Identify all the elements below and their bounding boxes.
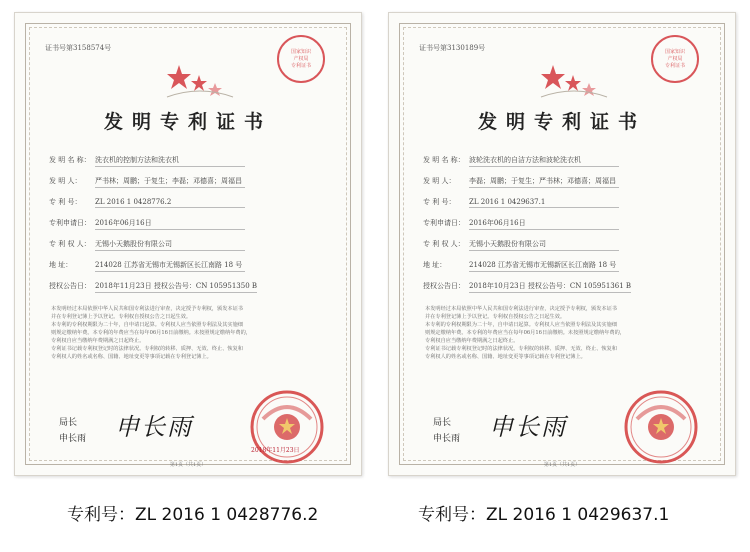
badge-line: 专利证书 xyxy=(664,62,685,69)
body-line: 专利权自应当缴纳年费期满之日起终止。 xyxy=(51,338,145,344)
field-value: 洗衣机的控制方法和洗衣机 xyxy=(95,155,245,167)
field-value: 无锡小天鹅股份有限公司 xyxy=(469,239,619,251)
field-label: 授权公告日： xyxy=(423,282,465,290)
field-patent-number xyxy=(423,197,619,208)
field-value: 2016年06月16日 xyxy=(95,218,245,230)
handwritten-signature: 申长雨 xyxy=(489,413,567,441)
patent-number-caption-left: 专利号：ZL 2016 1 0428776.2 xyxy=(67,505,319,525)
certificate-number: 证书号第3158574号 xyxy=(45,44,112,52)
body-line: 专利权人的姓名或名称、国籍、地址变更等事项记载在专利登记簿上。 xyxy=(51,354,212,360)
patent-certificate-left xyxy=(14,12,362,476)
badge-line: 专利证书 xyxy=(290,62,311,69)
stars-emblem-icon xyxy=(165,61,235,101)
field-label: 发 明 名 称： xyxy=(423,156,465,164)
body-line: 本发明经过本局依照中华人民共和国专利法进行审查，决定授予专利权，颁发本证书 xyxy=(425,306,617,312)
field-invention-name xyxy=(49,155,245,167)
field-value: 2016年06月16日 xyxy=(469,218,619,230)
certificate-title: 发明专利证书 xyxy=(103,111,272,133)
signer-name: 申长雨 xyxy=(433,434,461,444)
certificate-title: 发明专利证书 xyxy=(477,111,646,133)
badge-line: 国家知识 xyxy=(664,48,685,55)
certificate-body-text xyxy=(51,305,325,361)
field-label: 地 址： xyxy=(49,261,73,269)
field-label: 专 利 号： xyxy=(49,198,82,206)
field-address xyxy=(49,260,245,272)
patent-certificate-right xyxy=(388,12,736,476)
field-value: 2018年10月23日 授权公告号：CN 105951361 B xyxy=(469,281,631,293)
badge-line: 产权局 xyxy=(293,55,309,62)
body-line: 本专利的专利权期限为二十年，自申请日起算。专利权人应当依照专利法及其实施细 xyxy=(51,322,243,328)
body-line: 则规定缴纳年费。本专利的年费应当在每年06月16日前缴纳。未按照规定缴纳年费的， xyxy=(51,330,251,336)
office-badge xyxy=(277,35,325,83)
field-patent-number xyxy=(49,197,245,208)
field-inventors xyxy=(49,176,245,188)
field-label: 发 明 人： xyxy=(49,177,82,185)
signer-role: 局长 xyxy=(433,418,452,428)
field-value: 严书林；周鹏；于复生；李磊；邓德喜；周福昌 xyxy=(95,176,245,188)
signer-role: 局长 xyxy=(59,418,78,428)
signer-name: 申长雨 xyxy=(59,434,87,444)
body-line: 专利权自应当缴纳年费期满之日起终止。 xyxy=(425,338,519,344)
field-label: 授权公告日： xyxy=(49,282,91,290)
handwritten-signature: 申长雨 xyxy=(115,413,193,441)
field-invention-name xyxy=(423,155,619,167)
field-filing-date xyxy=(423,218,619,230)
field-grant-date xyxy=(49,281,257,293)
body-line: 本发明经过本局依照中华人民共和国专利法进行审查，决定授予专利权，颁发本证书 xyxy=(51,306,243,312)
patent-number-caption-right: 专利号：ZL 2016 1 0429637.1 xyxy=(418,505,670,525)
badge-line: 产权局 xyxy=(667,55,683,62)
field-value: ZL 2016 1 0429637.1 xyxy=(469,198,619,208)
seal-date: 2018年11月23日 xyxy=(251,447,300,454)
body-line: 本专利的专利权期限为二十年，自申请日起算。专利权人应当依照专利法及其实施细 xyxy=(425,322,617,328)
stars-emblem-icon xyxy=(539,61,609,101)
field-label: 专利申请日： xyxy=(423,219,465,227)
badge-line: 国家知识 xyxy=(290,48,311,55)
field-inventors xyxy=(423,176,619,188)
field-value: 214028 江苏省无锡市无锡新区长江南路 18 号 xyxy=(469,260,619,272)
field-label: 发 明 名 称： xyxy=(49,156,91,164)
certificate-body-text xyxy=(425,305,699,361)
page-number: 第1页（共1页） xyxy=(169,462,207,468)
field-label: 专 利 权 人： xyxy=(49,240,91,248)
body-line: 并在专利登记簿上予以登记。专利权自授权公告之日起生效。 xyxy=(51,314,192,320)
field-label: 专 利 权 人： xyxy=(423,240,465,248)
field-grant-date xyxy=(423,281,631,293)
office-badge xyxy=(651,35,699,83)
field-value: 2018年11月23日 授权公告号：CN 105951350 B xyxy=(95,281,257,293)
field-label: 专利申请日： xyxy=(49,219,91,227)
body-line: 专利权人的姓名或名称、国籍、地址变更等事项记载在专利登记簿上。 xyxy=(425,354,586,360)
body-line: 专利证书记载专利权登记时的法律状况。专利权的转移、质押、无效、终止、恢复和 xyxy=(51,346,243,352)
field-label: 专 利 号： xyxy=(423,198,456,206)
field-label: 发 明 人： xyxy=(423,177,456,185)
body-line: 专利证书记载专利权登记时的法律状况。专利权的转移、质押、无效、终止、恢复和 xyxy=(425,346,617,352)
field-label: 地 址： xyxy=(423,261,447,269)
body-line: 并在专利登记簿上予以登记。专利权自授权公告之日起生效。 xyxy=(425,314,566,320)
field-value: 李磊；周鹏；于复生；严书林；邓德喜；周福昌 xyxy=(469,176,619,188)
official-seal-icon xyxy=(623,389,699,465)
field-patentee xyxy=(423,239,619,251)
page-number: 第1页（共1页） xyxy=(543,462,581,468)
field-address xyxy=(423,260,619,272)
field-value: 214028 江苏省无锡市无锡新区长江南路 18 号 xyxy=(95,260,245,272)
field-value: 波轮洗衣机的自洁方法和波轮洗衣机 xyxy=(469,155,619,167)
field-filing-date xyxy=(49,218,245,230)
field-value: 无锡小天鹅股份有限公司 xyxy=(95,239,245,251)
body-line: 则规定缴纳年费。本专利的年费应当在每年06月16日前缴纳。未按照规定缴纳年费的， xyxy=(425,330,625,336)
field-value: ZL 2016 1 0428776.2 xyxy=(95,198,245,208)
field-patentee xyxy=(49,239,245,251)
certificate-number: 证书号第3130189号 xyxy=(419,44,486,52)
